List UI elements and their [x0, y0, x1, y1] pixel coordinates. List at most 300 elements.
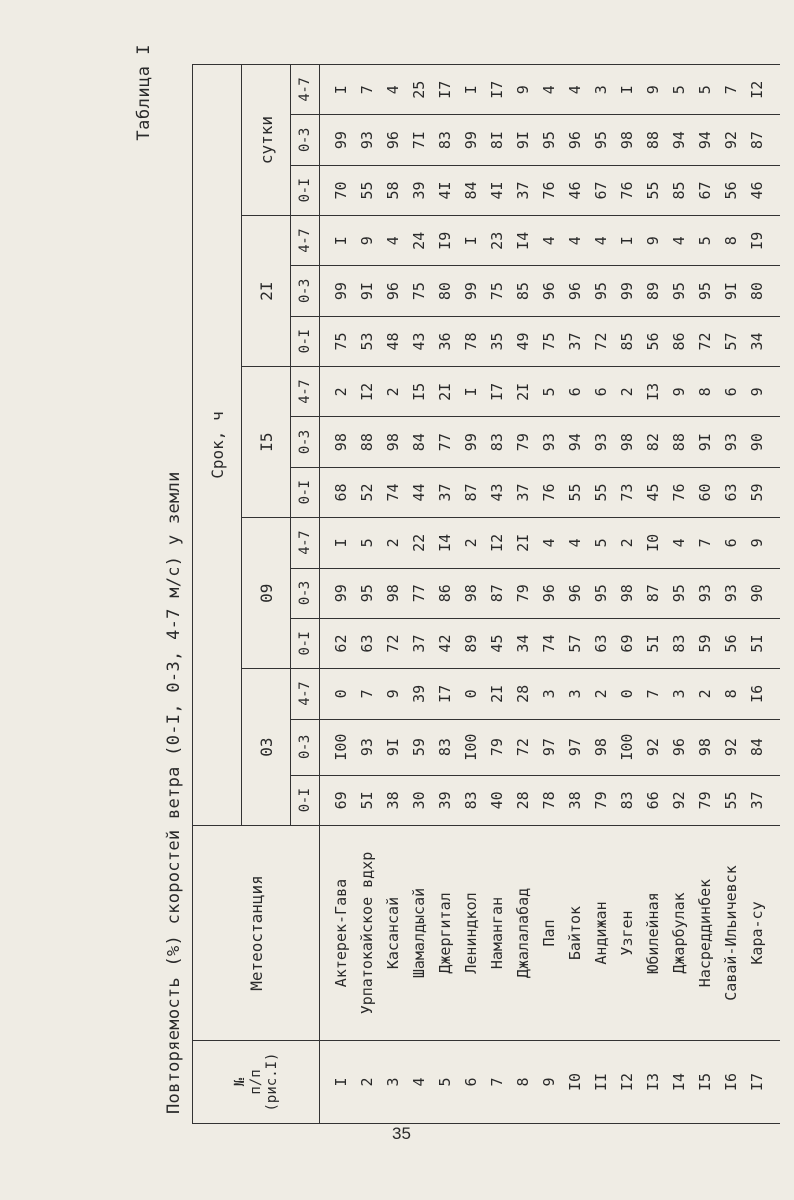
table-row — [588, 65, 614, 1124]
header-station: Метеостанция — [193, 826, 320, 1041]
value-cell: 6 — [718, 518, 744, 568]
table-row — [458, 65, 484, 1124]
value-cell: 7 — [354, 65, 380, 115]
value-cell: 24 — [406, 216, 432, 266]
station-name: Пап — [536, 826, 562, 1041]
value-cell: 9 — [744, 367, 780, 417]
value-cell: 9I — [380, 719, 406, 775]
value-cell: 99 — [458, 115, 484, 165]
value-cell: 37 — [406, 618, 432, 668]
row-number: I3 — [640, 1041, 666, 1124]
value-cell: I7 — [484, 65, 510, 115]
station-name: Кара-су — [744, 826, 780, 1041]
rotated-content — [134, 34, 794, 1154]
value-cell: 39 — [406, 669, 432, 719]
value-cell: 55 — [640, 165, 666, 215]
value-cell: 95 — [588, 266, 614, 316]
value-cell: 34 — [510, 618, 536, 668]
value-cell: 9 — [354, 216, 380, 266]
row-number: I — [320, 1041, 355, 1124]
header-speed: 0-3 — [291, 266, 320, 316]
value-cell: 99 — [458, 417, 484, 467]
value-cell: 98 — [692, 719, 718, 775]
value-cell: 78 — [536, 775, 562, 825]
value-cell: 46 — [562, 165, 588, 215]
value-cell: 78 — [458, 316, 484, 366]
header-speed: 0-I — [291, 618, 320, 668]
value-cell: 4 — [536, 518, 562, 568]
value-cell: 9I — [718, 266, 744, 316]
value-cell: 58 — [380, 165, 406, 215]
value-cell: 98 — [320, 417, 355, 467]
value-cell: 30 — [406, 775, 432, 825]
header-hour: I5 — [242, 367, 291, 518]
value-cell: 2 — [320, 367, 355, 417]
value-cell: 72 — [692, 316, 718, 366]
value-cell: I4 — [432, 518, 458, 568]
value-cell: 4 — [666, 216, 692, 266]
table-row — [406, 65, 432, 1124]
row-number: 2 — [354, 1041, 380, 1124]
station-name: Джалалабад — [510, 826, 536, 1041]
value-cell: 42 — [432, 618, 458, 668]
value-cell: 7 — [692, 518, 718, 568]
row-number: I0 — [562, 1041, 588, 1124]
row-number: I2 — [614, 1041, 640, 1124]
value-cell: 79 — [510, 568, 536, 618]
value-cell: 70 — [320, 165, 355, 215]
value-cell: 8 — [718, 669, 744, 719]
value-cell: 57 — [718, 316, 744, 366]
value-cell: 4 — [536, 65, 562, 115]
value-cell: 94 — [666, 115, 692, 165]
row-number: I4 — [666, 1041, 692, 1124]
value-cell: 76 — [536, 467, 562, 517]
value-cell: 73 — [614, 467, 640, 517]
value-cell: 23 — [484, 216, 510, 266]
value-cell: 4 — [380, 216, 406, 266]
value-cell: 93 — [718, 568, 744, 618]
table-row — [380, 65, 406, 1124]
value-cell: 92 — [666, 775, 692, 825]
value-cell: 9I — [510, 115, 536, 165]
value-cell: 56 — [640, 316, 666, 366]
value-cell: 72 — [588, 316, 614, 366]
value-cell: I7 — [432, 65, 458, 115]
value-cell: I — [458, 65, 484, 115]
value-cell: I9 — [432, 216, 458, 266]
value-cell: I2 — [744, 65, 780, 115]
value-cell: 5 — [354, 518, 380, 568]
value-cell: 95 — [354, 568, 380, 618]
value-cell: 5I — [354, 775, 380, 825]
value-cell: 7 — [354, 669, 380, 719]
header-number-sign: № — [232, 1077, 248, 1087]
row-number: I7 — [744, 1041, 780, 1124]
value-cell: 5 — [666, 65, 692, 115]
value-cell: 96 — [380, 115, 406, 165]
value-cell: 75 — [536, 316, 562, 366]
value-cell: 38 — [380, 775, 406, 825]
value-cell: 2 — [458, 518, 484, 568]
value-cell: 96 — [562, 266, 588, 316]
value-cell: 59 — [692, 618, 718, 668]
table-row — [432, 65, 458, 1124]
table-row — [320, 65, 355, 1124]
value-cell: 9I — [692, 417, 718, 467]
value-cell: 4 — [562, 518, 588, 568]
value-cell: 59 — [744, 467, 780, 517]
value-cell: 72 — [510, 719, 536, 775]
value-cell: I5 — [406, 367, 432, 417]
value-cell: 48 — [380, 316, 406, 366]
value-cell: I — [614, 65, 640, 115]
row-number: 9 — [536, 1041, 562, 1124]
value-cell: 98 — [614, 417, 640, 467]
header-speed: 4-7 — [291, 65, 320, 115]
value-cell: 2I — [484, 669, 510, 719]
station-name: Андижан — [588, 826, 614, 1041]
value-cell: 90 — [744, 568, 780, 618]
value-cell: I — [320, 216, 355, 266]
value-cell: 9 — [744, 518, 780, 568]
value-cell: 83 — [666, 618, 692, 668]
value-cell: 83 — [432, 719, 458, 775]
value-cell: 3 — [588, 65, 614, 115]
header-hour: 2I — [242, 216, 291, 367]
row-number: I6 — [718, 1041, 744, 1124]
value-cell: 69 — [614, 618, 640, 668]
table-row — [692, 65, 718, 1124]
table-row — [354, 65, 380, 1124]
value-cell: 79 — [692, 775, 718, 825]
value-cell: 87 — [458, 467, 484, 517]
value-cell: 4 — [666, 518, 692, 568]
value-cell: 74 — [380, 467, 406, 517]
value-cell: 6 — [718, 367, 744, 417]
value-cell: 35 — [484, 316, 510, 366]
value-cell: 92 — [718, 719, 744, 775]
value-cell: I — [320, 518, 355, 568]
value-cell: 98 — [380, 417, 406, 467]
value-cell: 45 — [640, 467, 666, 517]
value-cell: 96 — [536, 266, 562, 316]
row-number: 8 — [510, 1041, 536, 1124]
value-cell: 9 — [640, 65, 666, 115]
row-number: 5 — [432, 1041, 458, 1124]
value-cell: 75 — [320, 316, 355, 366]
value-cell: 95 — [588, 115, 614, 165]
value-cell: I9 — [744, 216, 780, 266]
value-cell: 98 — [614, 115, 640, 165]
value-cell: 98 — [588, 719, 614, 775]
header-hour: сутки — [242, 65, 291, 216]
value-cell: 67 — [588, 165, 614, 215]
value-cell: 96 — [536, 568, 562, 618]
value-cell: 75 — [406, 266, 432, 316]
value-cell: 6 — [588, 367, 614, 417]
header-speed: 0-3 — [291, 568, 320, 618]
value-cell: 53 — [354, 316, 380, 366]
value-cell: 43 — [484, 467, 510, 517]
value-cell: 92 — [718, 115, 744, 165]
table-label: Таблица I — [134, 44, 154, 141]
value-cell: 5I — [744, 618, 780, 668]
value-cell: 97 — [562, 719, 588, 775]
value-cell: 37 — [432, 467, 458, 517]
value-cell: 76 — [536, 165, 562, 215]
header-hour: 03 — [242, 669, 291, 826]
value-cell: 5 — [692, 216, 718, 266]
value-cell: 9 — [640, 216, 666, 266]
value-cell: 79 — [510, 417, 536, 467]
header-term: Срок, ч — [193, 65, 242, 826]
value-cell: 99 — [320, 115, 355, 165]
value-cell: 5 — [536, 367, 562, 417]
value-cell: 72 — [380, 618, 406, 668]
value-cell: 95 — [666, 568, 692, 618]
station-name: Байток — [562, 826, 588, 1041]
value-cell: 99 — [614, 266, 640, 316]
header-speed: 0-3 — [291, 115, 320, 165]
table-row — [666, 65, 692, 1124]
value-cell: 8 — [692, 367, 718, 417]
value-cell: 44 — [406, 467, 432, 517]
value-cell: 4 — [536, 216, 562, 266]
value-cell: 88 — [354, 417, 380, 467]
value-cell: 67 — [692, 165, 718, 215]
value-cell: 75 — [484, 266, 510, 316]
header-number — [193, 1041, 320, 1124]
value-cell: 85 — [666, 165, 692, 215]
value-cell: 80 — [744, 266, 780, 316]
value-cell: 94 — [692, 115, 718, 165]
value-cell: 5I — [640, 618, 666, 668]
header-speed: 4-7 — [291, 518, 320, 568]
value-cell: I3 — [640, 367, 666, 417]
station-name: Савай-Ильичевск — [718, 826, 744, 1041]
value-cell: 39 — [406, 165, 432, 215]
value-cell: 87 — [640, 568, 666, 618]
value-cell: 98 — [380, 568, 406, 618]
header-speed: 4-7 — [291, 367, 320, 417]
value-cell: 85 — [510, 266, 536, 316]
value-cell: I7 — [484, 367, 510, 417]
value-cell: 76 — [614, 165, 640, 215]
value-cell: 2I — [432, 367, 458, 417]
row-number: I5 — [692, 1041, 718, 1124]
value-cell: 52 — [354, 467, 380, 517]
value-cell: 56 — [718, 618, 744, 668]
station-name: Насреддинбек — [692, 826, 718, 1041]
value-cell: 34 — [744, 316, 780, 366]
value-cell: 59 — [406, 719, 432, 775]
header-speed: 0-3 — [291, 417, 320, 467]
value-cell: 90 — [744, 417, 780, 467]
value-cell: 99 — [458, 266, 484, 316]
value-cell: 4 — [562, 65, 588, 115]
value-cell: 83 — [432, 115, 458, 165]
table-row — [614, 65, 640, 1124]
value-cell: 79 — [588, 775, 614, 825]
value-cell: 83 — [458, 775, 484, 825]
row-number: 4 — [406, 1041, 432, 1124]
value-cell: 9 — [380, 669, 406, 719]
value-cell: 5 — [588, 518, 614, 568]
header-speed: 4-7 — [291, 669, 320, 719]
value-cell: 66 — [640, 775, 666, 825]
value-cell: 87 — [484, 568, 510, 618]
header-speed: 4-7 — [291, 216, 320, 266]
value-cell: 39 — [432, 775, 458, 825]
value-cell: 55 — [718, 775, 744, 825]
value-cell: 2 — [614, 367, 640, 417]
value-cell: 68 — [320, 467, 355, 517]
table-row — [484, 65, 510, 1124]
value-cell: 74 — [536, 618, 562, 668]
row-number: 6 — [458, 1041, 484, 1124]
value-cell: I2 — [354, 367, 380, 417]
table-row — [562, 65, 588, 1124]
table-caption: Повторяемость (%) скоростей ветра (0-I, 0-3, 4-7 м/с) у земли — [164, 471, 184, 1114]
value-cell: 9I — [354, 266, 380, 316]
value-cell: 5 — [692, 65, 718, 115]
value-cell: 79 — [484, 719, 510, 775]
value-cell: 0 — [614, 669, 640, 719]
value-cell: 83 — [614, 775, 640, 825]
value-cell: 43 — [406, 316, 432, 366]
value-cell: 86 — [432, 568, 458, 618]
value-cell: I00 — [458, 719, 484, 775]
value-cell: 85 — [614, 316, 640, 366]
value-cell: 96 — [562, 568, 588, 618]
value-cell: 28 — [510, 775, 536, 825]
header-number-pp: п/п — [248, 1069, 264, 1095]
station-name: Узген — [614, 826, 640, 1041]
value-cell: 93 — [536, 417, 562, 467]
header-speed: 0-I — [291, 316, 320, 366]
value-cell: 93 — [354, 719, 380, 775]
value-cell: 84 — [458, 165, 484, 215]
station-name: Касансай — [380, 826, 406, 1041]
value-cell: 4 — [588, 216, 614, 266]
header-speed: 0-3 — [291, 719, 320, 775]
value-cell: 9 — [510, 65, 536, 115]
value-cell: 69 — [320, 775, 355, 825]
value-cell: 56 — [718, 165, 744, 215]
value-cell: I — [458, 367, 484, 417]
value-cell: 63 — [354, 618, 380, 668]
value-cell: 28 — [510, 669, 536, 719]
value-cell: 2I — [510, 518, 536, 568]
value-cell: 4 — [562, 216, 588, 266]
value-cell: 99 — [320, 266, 355, 316]
value-cell: I7 — [432, 669, 458, 719]
value-cell: 84 — [406, 417, 432, 467]
value-cell: 8I — [484, 115, 510, 165]
header-number-fig: (рис.I) — [264, 1052, 280, 1112]
value-cell: 87 — [744, 115, 780, 165]
value-cell: 63 — [718, 467, 744, 517]
value-cell: I2 — [484, 518, 510, 568]
value-cell: 49 — [510, 316, 536, 366]
value-cell: 93 — [588, 417, 614, 467]
value-cell: 98 — [614, 568, 640, 618]
value-cell: 4I — [484, 165, 510, 215]
station-name: Лениндкол — [458, 826, 484, 1041]
wind-speed-table — [192, 64, 780, 1124]
value-cell: 22 — [406, 518, 432, 568]
value-cell: I — [458, 216, 484, 266]
value-cell: 7 — [718, 65, 744, 115]
value-cell: 77 — [432, 417, 458, 467]
table-row — [536, 65, 562, 1124]
row-number: II — [588, 1041, 614, 1124]
value-cell: 92 — [640, 719, 666, 775]
station-name: Джарбулак — [666, 826, 692, 1041]
value-cell: 2 — [588, 669, 614, 719]
header-hour: 09 — [242, 518, 291, 669]
table-row — [718, 65, 744, 1124]
station-name: Наманган — [484, 826, 510, 1041]
value-cell: 77 — [406, 568, 432, 618]
value-cell: 89 — [458, 618, 484, 668]
value-cell: 86 — [666, 316, 692, 366]
value-cell: 76 — [666, 467, 692, 517]
value-cell: 98 — [458, 568, 484, 618]
table-row — [510, 65, 536, 1124]
value-cell: 96 — [380, 266, 406, 316]
value-cell: 97 — [536, 719, 562, 775]
value-cell: 37 — [562, 316, 588, 366]
value-cell: 25 — [406, 65, 432, 115]
value-cell: 83 — [484, 417, 510, 467]
value-cell: 0 — [320, 669, 355, 719]
value-cell: 2 — [692, 669, 718, 719]
value-cell: 3 — [666, 669, 692, 719]
value-cell: 84 — [744, 719, 780, 775]
value-cell: 93 — [354, 115, 380, 165]
value-cell: 7 — [640, 669, 666, 719]
value-cell: I6 — [744, 669, 780, 719]
header-speed: 0-I — [291, 775, 320, 825]
value-cell: 63 — [588, 618, 614, 668]
value-cell: I00 — [614, 719, 640, 775]
value-cell: 38 — [562, 775, 588, 825]
value-cell: 3 — [562, 669, 588, 719]
value-cell: 55 — [354, 165, 380, 215]
value-cell: 82 — [640, 417, 666, 467]
value-cell: 37 — [510, 467, 536, 517]
value-cell: 6 — [562, 367, 588, 417]
row-number: 3 — [380, 1041, 406, 1124]
station-name: Юбилейная — [640, 826, 666, 1041]
value-cell: 88 — [640, 115, 666, 165]
header-speed: 0-I — [291, 165, 320, 215]
station-name: Актерек-Гава — [320, 826, 355, 1041]
value-cell: 95 — [666, 266, 692, 316]
value-cell: 95 — [692, 266, 718, 316]
value-cell: 2 — [380, 367, 406, 417]
value-cell: 88 — [666, 417, 692, 467]
value-cell: 55 — [588, 467, 614, 517]
table-row — [640, 65, 666, 1124]
value-cell: 2 — [614, 518, 640, 568]
value-cell: 37 — [510, 165, 536, 215]
value-cell: 94 — [562, 417, 588, 467]
value-cell: 3 — [536, 669, 562, 719]
value-cell: 4I — [432, 165, 458, 215]
